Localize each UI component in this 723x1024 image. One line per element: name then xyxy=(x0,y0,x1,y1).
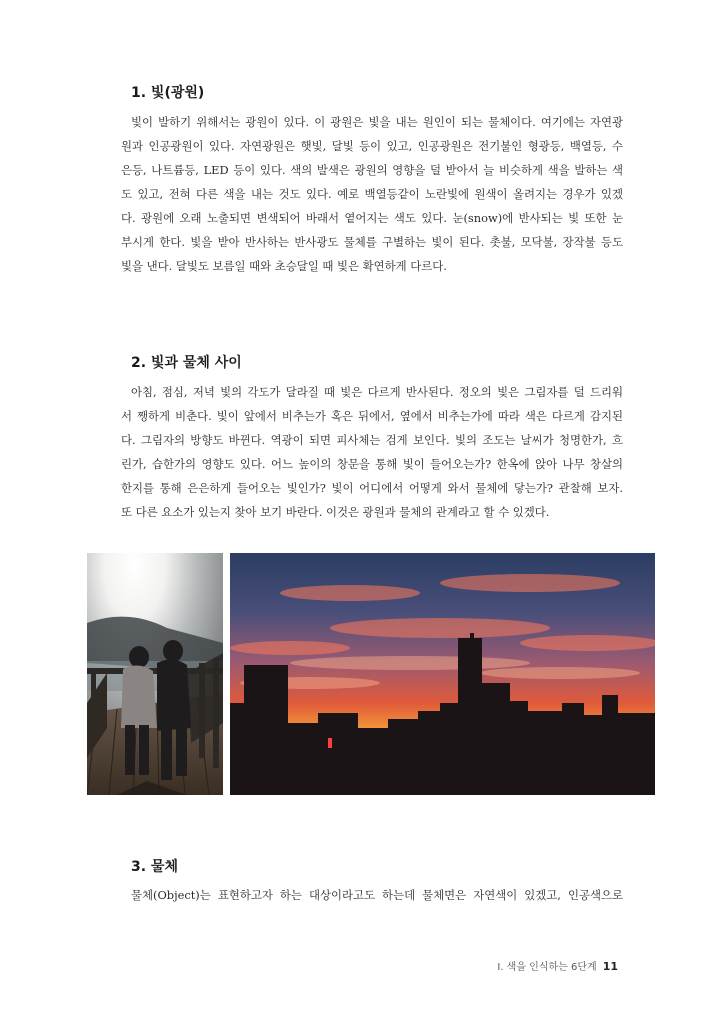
text-line: 서 쨍하게 비춘다. 빛이 앞에서 비추는가 혹은 뒤에서, 옆에서 비추는가에 따라 색은 다르게 감지된 xyxy=(121,409,623,423)
page-footer xyxy=(497,958,618,973)
text-line: 도 있고, 전혀 다른 색을 내는 것도 있다. 예로 백열등같이 노란빛에 원색이 올려지는 경우가 있겠 xyxy=(121,187,623,201)
text-line: 빛을 낸다. 달빛도 보름일 때와 초승달일 때 빛은 확연하게 다르다. xyxy=(121,259,447,273)
text-line: 한지를 통해 은은하게 들어오는 빛인가? 빛이 어디에서 어떻게 와서 물체에 닿는가? 관찰해 보자. xyxy=(121,481,623,495)
section2-paragraph xyxy=(121,380,623,524)
text-line: 린가, 습한가의 영향도 있다. 어느 높이의 창문을 통해 빛이 들어오는가? 한옥에 앉아 나무 창살의 xyxy=(121,457,623,471)
text-line: 은등, 나트륨등, LED 등이 있다. 색의 발색은 광원의 영향을 덜 받아서 늘 비슷하게 색을 발하는 색 xyxy=(121,163,623,177)
chapter-label: Ⅰ. 색을 인식하는 6단계 xyxy=(497,962,597,973)
text-line: 아침, 점심, 저녁 빛의 각도가 달라질 때 빛은 다르게 반사된다. 정오의 빛은 그림자를 덜 드리워 xyxy=(131,385,623,399)
text-line: 물체(Object)는 표현하고자 하는 대상이라고도 하는데 물체면은 자연색이 있겠고, 인공색으로 xyxy=(131,888,623,902)
section1-paragraph xyxy=(121,110,623,278)
section3-paragraph xyxy=(121,883,623,907)
section2-heading: 2. 빛과 물체 사이 xyxy=(131,355,242,371)
page-number: 11 xyxy=(602,960,618,973)
section3-heading: 3. 물체 xyxy=(131,859,178,875)
section1-heading: 1. 빛(광원) xyxy=(131,85,205,101)
text-line: 부시게 한다. 빛을 받아 반사하는 반사광도 물체를 구별하는 빛이 된다. 촛불, 모닥불, 장작불 등도 xyxy=(121,235,623,249)
text-line: 원과 인공광원이 있다. 자연광원은 햇빛, 달빛 등이 있고, 인공광원은 전기불인 형광등, 백열등, 수 xyxy=(121,139,623,153)
city-sunset-skyline-photo xyxy=(230,553,655,795)
text-line: 다. 광원에 오래 노출되면 변색되어 바래서 옅어지는 색도 있다. 눈(snow)에 반사되는 빛 또한 눈 xyxy=(121,211,623,225)
text-line: 빛이 발하기 위해서는 광원이 있다. 이 광원은 빛을 내는 원인이 되는 물체이다. 여기에는 자연광 xyxy=(131,115,623,129)
couple-boardwalk-photo xyxy=(87,553,223,795)
text-line: 다. 그림자의 방향도 바뀐다. 역광이 되면 피사체는 검게 보인다. 빛의 조도는 날씨가 청명한가, 흐 xyxy=(121,433,623,447)
text-line: 또 다른 요소가 있는지 찾아 보기 바란다. 이것은 광원과 물체의 관계라고 할 수 있겠다. xyxy=(121,505,550,519)
